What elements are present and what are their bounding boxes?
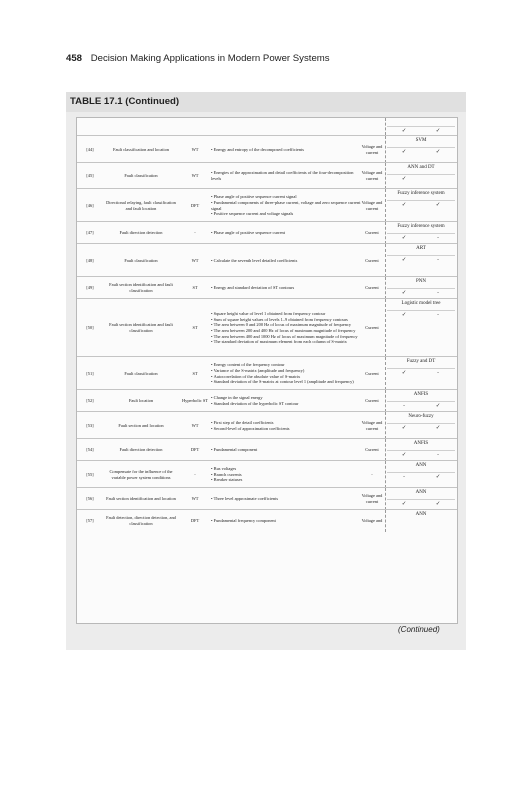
method-cell (387, 439, 455, 461)
features-cell (211, 189, 361, 222)
feature-item: • The area between 200 and 400 Hz of locus of maximum magnitude of frequency (211, 328, 358, 334)
method-cell (387, 118, 455, 135)
reference-cell: [57] (86, 518, 94, 524)
column-divider (385, 461, 386, 488)
signal-cell: Current (365, 447, 379, 453)
method-name: ANN and DT (407, 165, 435, 170)
feature-item: • The standard deviation of maximum element from each column of S-matrix (211, 339, 358, 345)
result-mark: ✓ (401, 425, 407, 431)
feature-item: • Change in the signal energy (211, 395, 298, 401)
method-marks (387, 233, 455, 242)
reference-cell: [44] (86, 146, 94, 152)
reference-cell: [46] (86, 202, 94, 208)
method-marks (387, 368, 455, 377)
feature-item: • Autocorrelation of the absolute value of S-matrix (211, 374, 354, 380)
result-mark: - (403, 474, 405, 480)
feature-item: • Phase angle of positive sequence current (211, 230, 285, 236)
application-cell: Fault classification (124, 173, 158, 179)
book-title: Decision Making Applications in Modern Power Systems (90, 53, 330, 64)
signal-cell: Voltage and current (361, 419, 383, 431)
column-divider (385, 163, 386, 189)
application-cell: Fault direction detection (119, 230, 163, 236)
result-mark: ✓ (401, 290, 407, 296)
feature-item: • Fundamental component (211, 447, 257, 453)
method-marks (387, 174, 455, 183)
application-cell: Directional relaying, fault classification and fault location (106, 199, 176, 211)
signal-cell: Voltage and (361, 518, 383, 524)
result-mark: ✓ (401, 501, 407, 507)
column-divider (385, 357, 386, 390)
method-cell (387, 390, 455, 412)
table-row (77, 162, 457, 189)
result-mark: - (437, 257, 439, 263)
method-marks (387, 288, 455, 297)
table-row (77, 243, 457, 277)
method-name: ANN (415, 512, 427, 517)
feature-item: • Three level approximate coefficients (211, 496, 278, 502)
feature-item: • Second-level of approximation coefficients (211, 426, 290, 432)
tool-cell: DFT (190, 518, 200, 524)
tool-cell: ST (192, 370, 198, 376)
features-cell (211, 244, 361, 277)
feature-item: • Fundamental components of three-phase current, voltage and zero sequence current signal (211, 200, 361, 211)
column-divider (385, 412, 386, 439)
table-row (77, 509, 457, 532)
continued-label: (Continued) (398, 625, 440, 634)
method-cell (387, 299, 455, 357)
reference-cell: [49] (86, 285, 94, 291)
features-cell (211, 136, 361, 163)
method-marks (387, 200, 455, 209)
table-row (77, 118, 457, 135)
application-cell: Fault classification and location (113, 146, 169, 152)
method-cell (387, 461, 455, 488)
result-mark: ✓ (401, 127, 407, 134)
result-mark (423, 176, 453, 183)
result-mark: - (437, 290, 439, 296)
feature-item: • Energies of the approximation and detail coefficients of the four-decomposition levels (211, 170, 361, 181)
feature-item: • Energy and entropy of the decomposed coefficients (211, 147, 304, 153)
features-cell (211, 118, 361, 135)
result-mark: - (437, 452, 439, 458)
method-name: Fuzzy and DT (406, 359, 436, 364)
tool-cell: Hyperbolic ST (182, 398, 208, 404)
application-cell: Fault classification (124, 370, 158, 376)
result-mark: ✓ (401, 312, 407, 318)
result-mark: ✓ (435, 474, 441, 480)
signal-cell (361, 118, 383, 135)
result-mark: ✓ (401, 257, 407, 263)
feature-item: • Calculate the seventh level detailed coefficients (211, 258, 297, 264)
application-cell: Fault location (128, 398, 154, 404)
method-marks (387, 401, 455, 410)
signal-cell: - (371, 471, 373, 477)
feature-item: • Square height value of level 1 obtained from frequency contour (211, 311, 358, 317)
feature-item: • Standard deviation of the S-matrix at contour level 1 (amplitude and frequency) (211, 379, 354, 385)
table-row (77, 356, 457, 390)
column-divider (385, 488, 386, 510)
result-mark: ✓ (435, 149, 441, 155)
table-row (77, 135, 457, 163)
feature-item: • Variance of the S-matrix (amplitude and frequency) (211, 368, 354, 374)
reference-cell: [48] (86, 257, 94, 263)
tool-cell: ST (192, 285, 198, 291)
features-cell (211, 222, 361, 244)
column-divider (385, 118, 386, 135)
features-cell (211, 510, 361, 532)
feature-item: • Branch currents (211, 472, 242, 478)
tool-cell: - (194, 230, 196, 236)
signal-cell: Voltage and current (361, 493, 383, 504)
result-mark: ✓ (435, 403, 441, 409)
method-name: ART (416, 246, 426, 251)
method-cell (387, 510, 455, 532)
method-cell (387, 163, 455, 189)
feature-item: • Bus voltages (211, 466, 242, 472)
result-mark: ✓ (435, 501, 441, 507)
method-marks (387, 450, 455, 459)
method-cell (387, 222, 455, 244)
reference-cell: [54] (86, 447, 94, 453)
reference-cell: [52] (86, 398, 94, 404)
tool-cell: WT (191, 257, 199, 263)
method-name (387, 118, 455, 126)
result-mark: ✓ (401, 202, 407, 208)
method-name: Logistic model tree (401, 301, 441, 306)
column-divider (385, 439, 386, 461)
method-marks (387, 310, 455, 319)
feature-item: • Sum of square height values of levels 1–9 obtained from frequency contours (211, 317, 358, 323)
tool-cell: WT (191, 422, 199, 428)
method-cell (387, 244, 455, 277)
method-marks (387, 423, 455, 432)
signal-cell: Voltage and current (361, 170, 383, 181)
signal-cell: Voltage and current (361, 143, 383, 155)
method-cell (387, 189, 455, 222)
table-row (77, 411, 457, 439)
table-row (77, 389, 457, 412)
tool-cell: DFT (190, 202, 200, 208)
feature-item: • Phase angle of positive sequence current signal (211, 194, 361, 200)
tool-cell: - (194, 471, 196, 477)
signal-cell: Current (365, 398, 379, 404)
feature-item: • Energy and standard deviation of ST contours (211, 285, 294, 291)
tool-cell: WT (191, 173, 199, 179)
feature-item: • Energy content of the frequency contour (211, 362, 354, 368)
features-cell (211, 299, 361, 357)
result-mark: ✓ (401, 370, 407, 376)
method-cell (387, 136, 455, 163)
result-mark: ✓ (435, 127, 441, 134)
table-row (77, 298, 457, 357)
feature-item: • Breaker statuses (211, 477, 242, 483)
application-cell: Fault detection, direction detection, and classification (106, 515, 176, 526)
method-marks (387, 147, 455, 156)
reference-cell (79, 118, 101, 135)
method-marks (387, 472, 455, 481)
table-row (77, 460, 457, 488)
signal-cell: Voltage and current (361, 199, 383, 211)
method-name: Fuzzy inference system (397, 191, 445, 196)
features-cell (211, 439, 361, 461)
column-divider (385, 299, 386, 357)
result-mark: - (403, 403, 405, 409)
method-cell (387, 412, 455, 439)
method-cell (387, 277, 455, 299)
table-row (77, 487, 457, 510)
application-cell: Fault section identification and fault classification (109, 322, 173, 333)
method-cell (387, 488, 455, 510)
features-cell (211, 488, 361, 510)
table-row (77, 276, 457, 299)
method-cell (387, 357, 455, 390)
column-divider (385, 390, 386, 412)
application-cell: Fault classification (124, 257, 158, 263)
tool-cell: ST (192, 325, 198, 331)
column-divider (385, 510, 386, 532)
method-name: ANN (415, 490, 427, 495)
result-mark: - (437, 312, 439, 318)
method-name: SVM (415, 138, 427, 143)
signal-cell: Current (365, 257, 379, 263)
reference-cell: [45] (86, 173, 94, 179)
table-row (77, 438, 457, 461)
features-cell (211, 277, 361, 299)
tool-cell: WT (191, 496, 199, 502)
page-number: 458 (66, 53, 83, 64)
tool-cell: DFT (190, 447, 200, 453)
result-mark: - (437, 370, 439, 376)
signal-cell: Current (365, 285, 379, 291)
application-cell (103, 118, 179, 135)
reference-cell: [55] (86, 471, 94, 477)
reference-cell: [47] (86, 230, 94, 236)
tool-cell (181, 118, 209, 135)
feature-item: • Standard deviation of the hyperbolic ST contour (211, 401, 298, 407)
result-mark: ✓ (401, 176, 407, 182)
application-cell: Compensate for the influence of the variable power system conditions (109, 468, 173, 480)
table-caption: TABLE 17.1 (Continued) (70, 96, 180, 107)
features-cell (211, 412, 361, 439)
column-divider (385, 222, 386, 244)
column-divider (385, 244, 386, 277)
features-cell (211, 390, 361, 412)
application-cell: Fault direction detection (119, 447, 163, 453)
method-marks (387, 499, 455, 508)
application-cell: Fault section identification and fault classification (109, 282, 173, 293)
result-mark: - (437, 235, 439, 241)
application-cell: Fault section and location (118, 422, 164, 428)
running-head (66, 53, 330, 64)
signal-cell: Current (365, 370, 379, 376)
feature-item: • Fundamental frequency component (211, 518, 276, 524)
features-cell (211, 163, 361, 189)
result-mark: ✓ (401, 452, 407, 458)
signal-cell: Current (365, 325, 379, 331)
tool-cell: WT (191, 146, 199, 152)
table-row (77, 221, 457, 244)
method-name: ANN (415, 463, 427, 468)
method-marks (387, 126, 455, 135)
column-divider (385, 136, 386, 163)
method-name: Fuzzy inference system (397, 224, 445, 229)
reference-cell: [56] (86, 496, 94, 502)
table-body (76, 117, 458, 624)
column-divider (385, 277, 386, 299)
column-divider (385, 189, 386, 222)
method-name: PNN (415, 279, 426, 284)
signal-cell: Current (365, 230, 379, 236)
method-marks (387, 255, 455, 264)
reference-cell: [53] (86, 422, 94, 428)
features-cell (211, 357, 361, 390)
reference-cell: [51] (86, 370, 94, 376)
method-name: ANFIS (413, 441, 429, 446)
feature-item: • The area between 0 and 200 Hz of locus of maximum magnitude of frequency (211, 322, 358, 328)
features-cell (211, 461, 361, 488)
feature-item: • Positive sequence current and voltage signals (211, 211, 361, 217)
method-name: ANFIS (413, 392, 429, 397)
application-cell: Fault section identification and location (106, 496, 176, 502)
result-mark: ✓ (435, 202, 441, 208)
method-name: Neuro-fuzzy (408, 414, 434, 419)
feature-item: • First step of the detail coefficients (211, 420, 290, 426)
table-row (77, 188, 457, 222)
feature-item: • The area between 400 and 1000 Hz of locus of maximum magnitude of frequency (211, 334, 358, 340)
result-mark: ✓ (401, 235, 407, 241)
result-mark: ✓ (435, 425, 441, 431)
reference-cell: [50] (86, 325, 94, 331)
result-mark: ✓ (401, 149, 407, 155)
